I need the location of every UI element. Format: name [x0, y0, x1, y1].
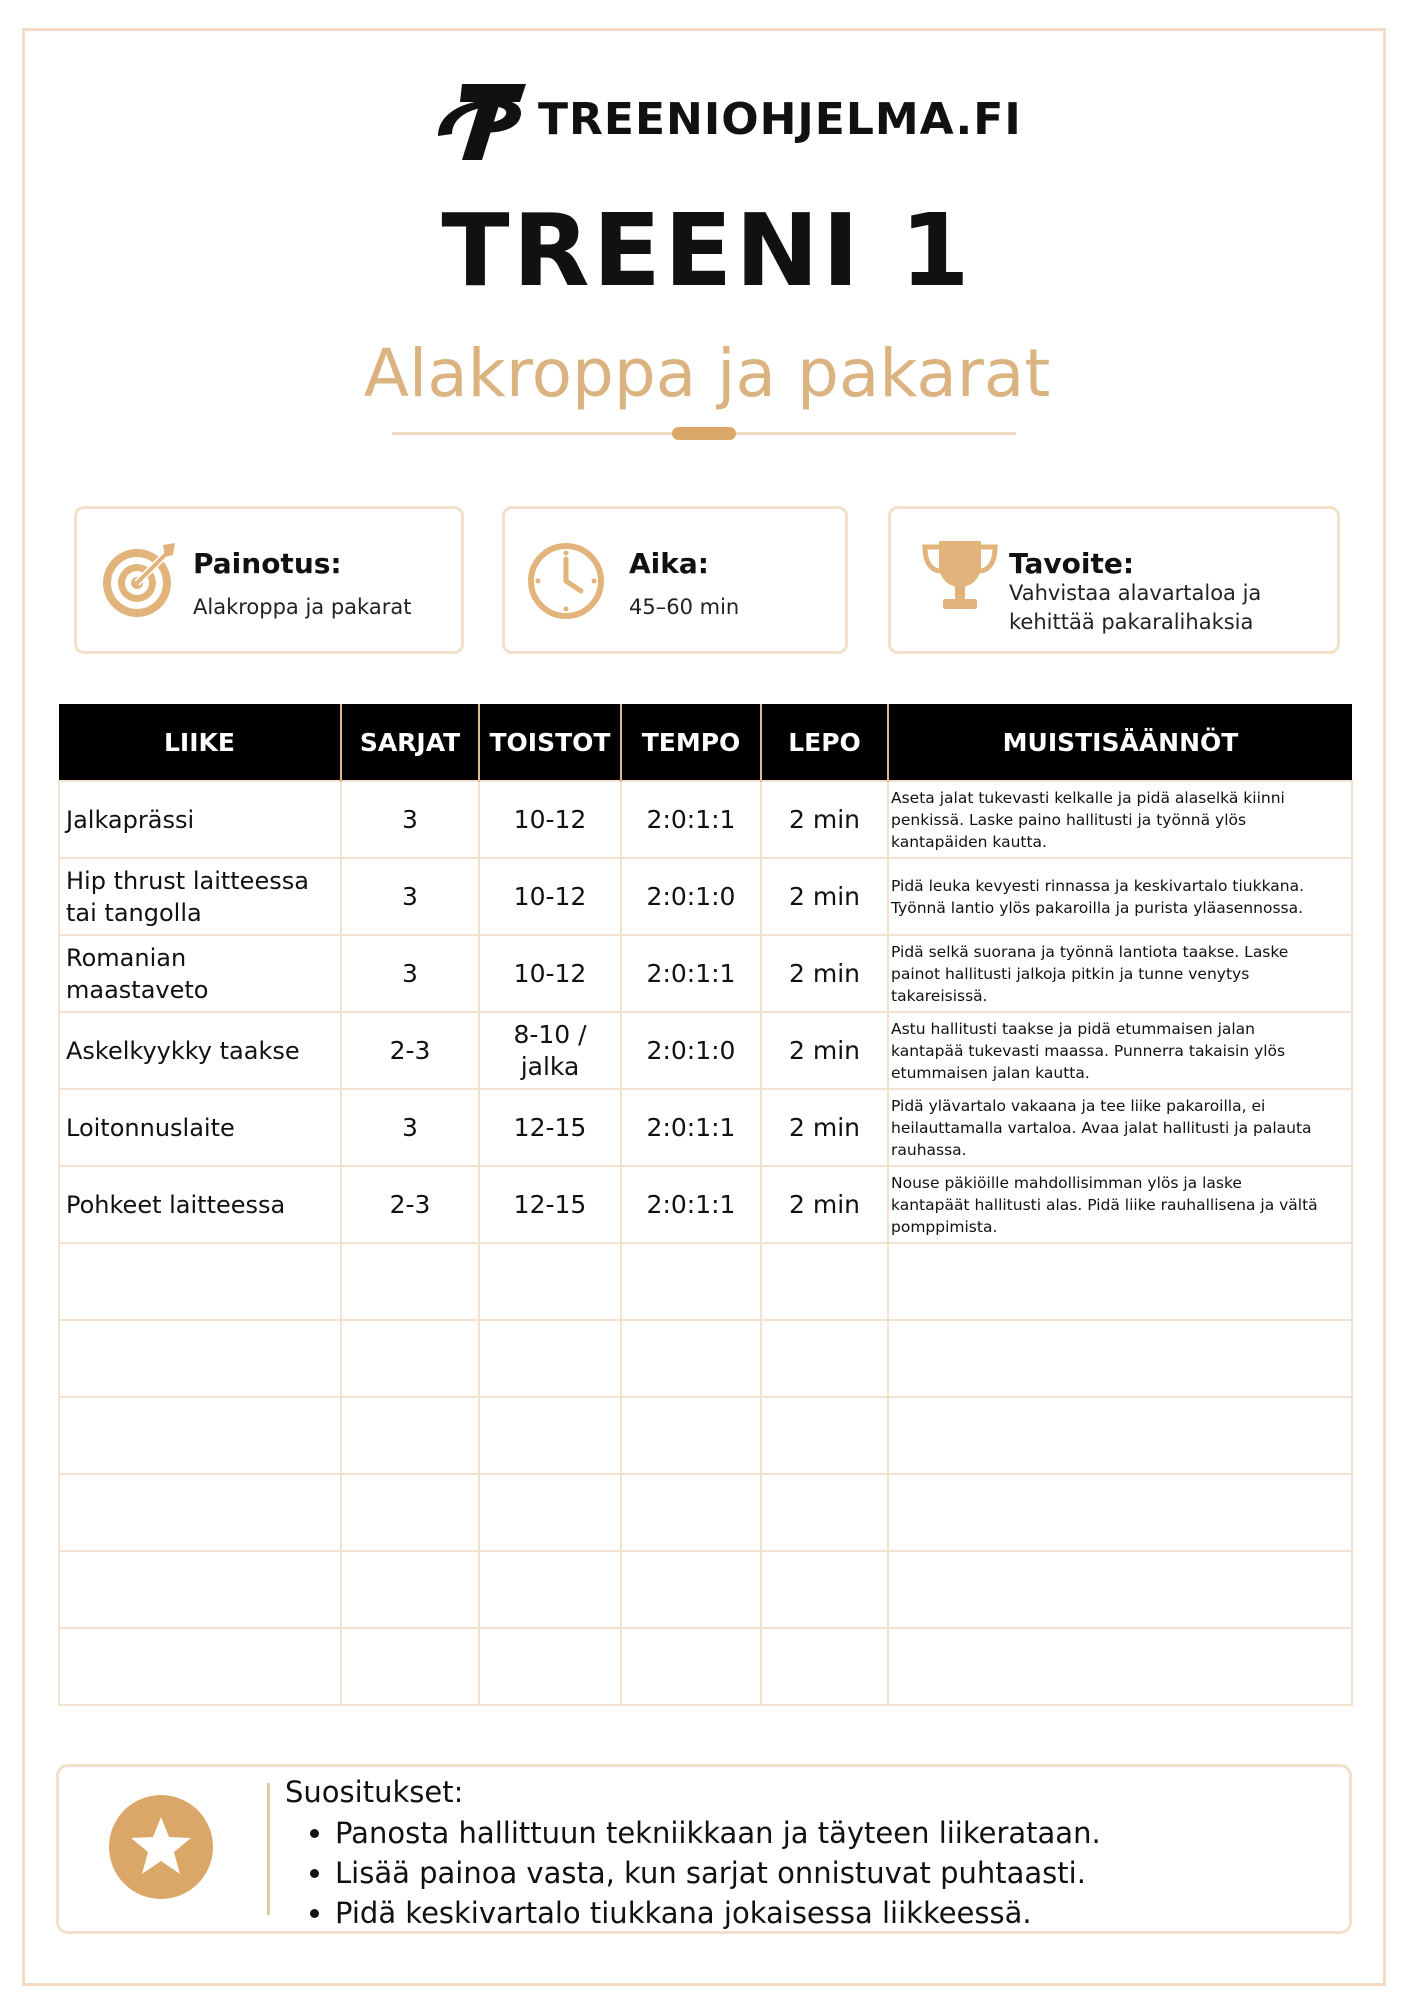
cell-liike-line: Jalkaprässi [66, 805, 195, 834]
info-card-value: 45–60 min [629, 595, 740, 619]
title-divider-accent [672, 427, 736, 440]
table-row [59, 1166, 1352, 1243]
cell-liike-line: tai tangolla [66, 898, 202, 927]
empty-cell [479, 1551, 621, 1628]
empty-cell [761, 1474, 888, 1551]
cell-muisti-line: Pidä leuka kevyesti rinnassa ja keskivartalo tiukkana. [891, 876, 1305, 895]
cell-toistot-line: 12-15 [513, 1189, 587, 1219]
info-card-label: Aika: [629, 547, 709, 580]
empty-table-row [59, 1474, 1352, 1551]
empty-cell [888, 1243, 1352, 1320]
info-card-tavoite [888, 506, 1340, 654]
cell-toistot-line: 12-15 [513, 1112, 587, 1142]
brand-logo-icon [432, 76, 532, 164]
cell-liike [59, 1166, 341, 1243]
cell-liike-line: Askelkyykky taakse [66, 1036, 300, 1065]
page-title: TREENI 1 [441, 192, 973, 309]
empty-table-row [59, 1243, 1352, 1320]
cell-muistisaannot [888, 1166, 1352, 1243]
cell-sarjat: 3 [341, 858, 479, 935]
cell-sarjat: 2-3 [341, 1012, 479, 1089]
cell-toistot [479, 1166, 621, 1243]
empty-cell [341, 1474, 479, 1551]
cell-muistisaannot [888, 1089, 1352, 1166]
cell-liike-line: maastaveto [66, 975, 209, 1004]
empty-cell [59, 1551, 341, 1628]
empty-cell [479, 1628, 621, 1705]
cell-tempo: 2:0:1:1 [621, 1089, 761, 1166]
column-header-muistisaannot: MUISTISÄÄNNÖT [888, 704, 1352, 781]
empty-cell [59, 1474, 341, 1551]
info-card-value-line: Vahvistaa alavartaloa ja [1009, 581, 1262, 605]
cell-muisti-line: etummaisen jalan kautta. [891, 1063, 1090, 1082]
empty-cell [341, 1551, 479, 1628]
cell-muisti-line: Astu hallitusti taakse ja pidä etummaisen jalan [891, 1019, 1256, 1038]
table-row [59, 858, 1352, 935]
cell-liike [59, 858, 341, 935]
empty-cell [888, 1320, 1352, 1397]
column-header-lepo: LEPO [761, 704, 888, 781]
cell-muisti-line: kantapää tukevasti maassa. Punnerra takaisin ylös [891, 1041, 1286, 1060]
cell-liike-line: Loitonnuslaite [66, 1113, 235, 1142]
cell-lepo: 2 min [761, 1089, 888, 1166]
cell-liike [59, 1012, 341, 1089]
info-card-value [1009, 579, 1261, 637]
brand-name: TREENIOHJELMA.FI [538, 94, 1022, 145]
empty-cell [888, 1628, 1352, 1705]
recommendations-list [285, 1813, 1101, 1933]
table-row [59, 935, 1352, 1012]
cell-muisti-line: penkissä. Laske paino hallitusti ja työnnä ylös [891, 810, 1247, 829]
column-header-tempo: TEMPO [621, 704, 761, 781]
cell-muistisaannot [888, 781, 1352, 858]
cell-muisti-line: Pidä selkä suorana ja työnnä lantiota taakse. Laske [891, 942, 1289, 961]
target-icon [99, 539, 181, 621]
cell-liike [59, 935, 341, 1012]
table-row [59, 781, 1352, 858]
cell-tempo: 2:0:1:0 [621, 858, 761, 935]
empty-cell [479, 1243, 621, 1320]
empty-table-row [59, 1397, 1352, 1474]
table-row [59, 1089, 1352, 1166]
cell-muisti-line: Aseta jalat tukevasti kelkalle ja pidä alaselkä kiinni [891, 788, 1285, 807]
cell-tempo: 2:0:1:0 [621, 1012, 761, 1089]
cell-liike [59, 1089, 341, 1166]
column-header-liike: LIIKE [59, 704, 341, 781]
cell-muistisaannot [888, 1012, 1352, 1089]
cell-lepo: 2 min [761, 935, 888, 1012]
cell-lepo: 2 min [761, 1166, 888, 1243]
cell-muisti-line: pomppimista. [891, 1217, 998, 1236]
cell-muisti-line: painot hallitusti jalkoja pitkin ja tunne venytys [891, 964, 1250, 983]
recommendation-item: • Lisää painoa vasta, kun sarjat onnistuvat puhtaasti. [335, 1853, 1101, 1893]
recommendations-title: Suositukset: [285, 1775, 464, 1809]
cell-toistot-line: 10-12 [513, 804, 587, 834]
cell-toistot [479, 858, 621, 935]
cell-toistot-line: 8-10 / [513, 1019, 587, 1049]
info-card-aika [502, 506, 848, 654]
clock-icon [525, 539, 607, 621]
empty-cell [621, 1320, 761, 1397]
cell-toistot [479, 1012, 621, 1089]
empty-cell [59, 1397, 341, 1474]
cell-lepo: 2 min [761, 781, 888, 858]
cell-liike [59, 781, 341, 858]
empty-cell [761, 1551, 888, 1628]
empty-cell [341, 1628, 479, 1705]
cell-lepo: 2 min [761, 858, 888, 935]
empty-table-row [59, 1628, 1352, 1705]
page-subtitle: Alakroppa ja pakarat [363, 335, 1051, 412]
cell-muisti-line: kantapäät hallitusti alas. Pidä liike rauhallisena ja vältä [891, 1195, 1318, 1214]
empty-table-row [59, 1320, 1352, 1397]
recommendation-item: • Pidä keskivartalo tiukkana jokaisessa liikkeessä. [335, 1893, 1101, 1933]
empty-cell [341, 1243, 479, 1320]
cell-muisti-line: Nouse päkiöille mahdollisimman ylös ja laske [891, 1173, 1242, 1192]
empty-cell [621, 1628, 761, 1705]
cell-liike-line: Hip thrust laitteessa [66, 866, 309, 895]
empty-cell [621, 1397, 761, 1474]
empty-cell [888, 1397, 1352, 1474]
empty-cell [59, 1320, 341, 1397]
cell-tempo: 2:0:1:1 [621, 935, 761, 1012]
cell-toistot [479, 935, 621, 1012]
empty-cell [761, 1243, 888, 1320]
empty-cell [59, 1243, 341, 1320]
empty-cell [621, 1243, 761, 1320]
cell-sarjat: 3 [341, 1089, 479, 1166]
recommendation-item: • Panosta hallittuun tekniikkaan ja täyteen liikerataan. [335, 1813, 1101, 1853]
cell-tempo: 2:0:1:1 [621, 781, 761, 858]
cell-muisti-line: rauhassa. [891, 1140, 967, 1159]
cell-toistot [479, 1089, 621, 1166]
info-card-value: Alakroppa ja pakarat [193, 595, 412, 619]
info-card-label: Painotus: [193, 547, 342, 580]
info-card-painotus [74, 506, 464, 654]
empty-cell [341, 1397, 479, 1474]
cell-liike-line: Pohkeet laitteessa [66, 1190, 286, 1219]
cell-tempo: 2:0:1:1 [621, 1166, 761, 1243]
cell-sarjat: 3 [341, 781, 479, 858]
cell-muistisaannot [888, 935, 1352, 1012]
table-row [59, 1012, 1352, 1089]
cell-toistot-line: 10-12 [513, 881, 587, 911]
empty-cell [479, 1397, 621, 1474]
table-header-row [59, 704, 1352, 781]
empty-cell [888, 1474, 1352, 1551]
column-header-toistot: TOISTOT [479, 704, 621, 781]
empty-cell [888, 1551, 1352, 1628]
cell-muisti-line: kantapäiden kautta. [891, 832, 1047, 851]
empty-cell [761, 1628, 888, 1705]
cell-toistot [479, 781, 621, 858]
cell-toistot-line: 10-12 [513, 958, 587, 988]
cell-muisti-line: heilauttamalla vartaloa. Avaa jalat hallitusti ja palauta [891, 1118, 1312, 1137]
cell-muisti-line: takareisissä. [891, 986, 988, 1005]
empty-cell [621, 1474, 761, 1551]
empty-cell [761, 1320, 888, 1397]
empty-cell [479, 1474, 621, 1551]
empty-cell [479, 1320, 621, 1397]
cell-liike-line: Romanian [66, 943, 187, 972]
column-header-sarjat: SARJAT [341, 704, 479, 781]
cell-toistot-line: jalka [520, 1051, 580, 1081]
star-icon [107, 1793, 215, 1901]
cell-lepo: 2 min [761, 1012, 888, 1089]
empty-cell [621, 1551, 761, 1628]
cell-muisti-line: Työnnä lantio ylös pakaroilla ja purista yläasennossa. [891, 898, 1304, 917]
cell-sarjat: 2-3 [341, 1166, 479, 1243]
empty-cell [59, 1628, 341, 1705]
cell-sarjat: 3 [341, 935, 479, 1012]
empty-cell [341, 1320, 479, 1397]
info-card-value-line: kehittää pakaralihaksia [1009, 610, 1254, 634]
recommendations-divider [267, 1783, 270, 1915]
empty-table-row [59, 1551, 1352, 1628]
recommendations-box [56, 1764, 1352, 1934]
cell-muisti-line: Pidä ylävartalo vakaana ja tee liike pakaroilla, ei [891, 1096, 1266, 1115]
cell-muistisaannot [888, 858, 1352, 935]
trophy-icon [919, 535, 1001, 617]
info-card-label: Tavoite: [1009, 547, 1135, 580]
empty-cell [761, 1397, 888, 1474]
brand-logo [432, 76, 1022, 164]
workout-table [58, 704, 1353, 1706]
